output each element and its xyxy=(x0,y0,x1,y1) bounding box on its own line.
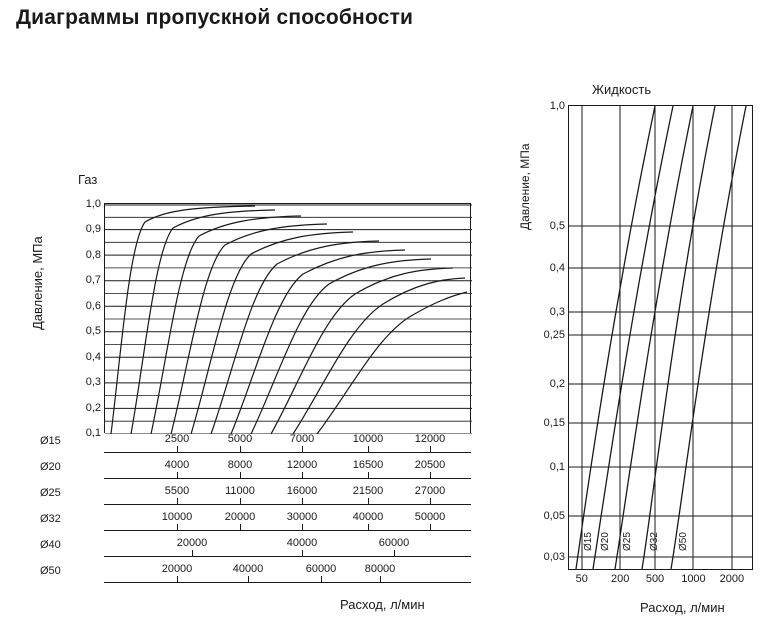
liquid-ytick: 0,15 xyxy=(543,417,565,430)
liquid-xtick: 1000 xyxy=(681,573,706,585)
gas-ytick: 0,2 xyxy=(85,401,101,414)
flow-tick-label: 16000 xyxy=(286,485,318,497)
liquid-ytick: 0,03 xyxy=(543,551,565,564)
flow-scale-dn: Ø32 xyxy=(40,513,61,525)
liquid-x-axis-label: Расход, л/мин xyxy=(640,600,725,615)
flow-tick-label: 40000 xyxy=(286,537,318,549)
flow-tick-label: 20000 xyxy=(176,537,208,549)
page-title: Диаграммы пропускной способности xyxy=(16,6,414,29)
liquid-curve-label: Ø20 xyxy=(600,532,611,551)
flow-tick-label: 30000 xyxy=(286,511,318,523)
liquid-chart-title: Жидкость xyxy=(592,82,652,97)
liquid-ytick: 1,0 xyxy=(549,100,565,112)
flow-scale-dn: Ø50 xyxy=(40,565,61,577)
liquid-chart xyxy=(500,0,783,626)
gas-ytick: 0,5 xyxy=(85,325,101,338)
gas-x-axis-label: Расход, л/мин xyxy=(340,597,425,612)
liquid-plot-area xyxy=(543,100,753,585)
flow-tick-label: 20000 xyxy=(161,563,193,575)
flow-tick-label: 20000 xyxy=(224,511,256,523)
liquid-curve-label: Ø32 xyxy=(649,532,660,551)
flow-tick-label: 11000 xyxy=(225,485,255,497)
flow-tick-label: 8000 xyxy=(227,459,253,471)
flow-tick-label: 5500 xyxy=(164,485,190,497)
flow-tick-label: 5000 xyxy=(227,433,253,445)
flow-scale-dn: Ø15 xyxy=(40,435,61,447)
flow-tick-label: 2500 xyxy=(164,433,190,445)
gas-chart-title: Газ xyxy=(78,172,98,187)
liquid-ytick: 0,25 xyxy=(543,329,565,342)
liquid-ytick: 0,5 xyxy=(549,220,565,233)
flow-tick-label: 12000 xyxy=(286,459,318,471)
liquid-ytick: 0,05 xyxy=(543,509,565,522)
liquid-y-axis-label: Давление, МПа xyxy=(518,143,532,230)
flow-scale-row xyxy=(0,433,500,459)
liquid-ytick: 0,4 xyxy=(549,262,565,275)
flow-scale-row xyxy=(0,459,500,485)
flow-tick-label: 21500 xyxy=(352,485,384,497)
flow-scale-dn: Ø40 xyxy=(40,539,61,551)
flow-tick-label: 16500 xyxy=(352,459,384,471)
flow-scale-axis xyxy=(104,582,471,583)
gas-ytick: 0,6 xyxy=(85,299,101,312)
flow-tick-label: 60000 xyxy=(378,537,410,549)
flow-tick-label: 10000 xyxy=(161,511,193,523)
liquid-curve-label: Ø50 xyxy=(678,532,689,551)
gas-ytick: 0,7 xyxy=(85,274,101,287)
gas-ytick: 0,8 xyxy=(85,248,101,261)
liquid-curves xyxy=(569,106,752,569)
flow-tick-label: 40000 xyxy=(232,563,264,575)
gas-ytick: 0,9 xyxy=(85,223,101,236)
liquid-xtick: 200 xyxy=(611,573,630,585)
flow-scale-axis xyxy=(104,556,471,557)
liquid-curve-label: Ø15 xyxy=(583,532,594,551)
flow-scale-axis xyxy=(104,452,471,453)
liquid-ytick: 0,3 xyxy=(549,306,565,319)
flow-tick-label: 12000 xyxy=(414,433,446,445)
liquid-xtick: 2000 xyxy=(719,573,745,585)
flow-scale-axis xyxy=(104,504,471,505)
flow-tick-label: 27000 xyxy=(414,485,446,497)
gas-ytick: 0,3 xyxy=(85,376,101,389)
flow-tick-label: 40000 xyxy=(352,511,384,523)
flow-tick-label: 20500 xyxy=(414,459,446,471)
liquid-xtick: 50 xyxy=(575,573,588,585)
flow-scale-row xyxy=(0,485,500,511)
flow-scale-row xyxy=(0,537,500,563)
flow-scale-dn: Ø25 xyxy=(40,487,61,499)
liquid-ytick: 0,1 xyxy=(549,461,565,474)
liquid-ytick: 0,2 xyxy=(549,377,565,390)
flow-scale-row xyxy=(0,563,500,589)
flow-tick-label: 7000 xyxy=(289,433,315,445)
gas-y-axis-label: Давление, МПа xyxy=(30,236,45,330)
flow-tick-label: 50000 xyxy=(414,511,446,523)
flow-tick-label: 80000 xyxy=(364,563,396,575)
flow-scale-axis xyxy=(104,478,471,479)
flow-scale-axis xyxy=(104,530,471,531)
flow-scale-dn: Ø20 xyxy=(40,461,61,473)
gas-ytick: 0,4 xyxy=(85,350,101,363)
flow-tick-label: 4000 xyxy=(164,459,190,471)
gas-curves xyxy=(105,204,472,434)
liquid-curve-label: Ø25 xyxy=(622,532,633,551)
liquid-xtick: 500 xyxy=(645,573,665,585)
gas-ytick: 0,1 xyxy=(85,427,101,439)
gas-ytick: 1,0 xyxy=(85,198,101,210)
flow-tick-label: 10000 xyxy=(352,433,384,445)
flow-scale-row xyxy=(0,511,500,537)
flow-tick-label: 60000 xyxy=(305,563,337,575)
gas-flow-scales xyxy=(0,433,500,589)
